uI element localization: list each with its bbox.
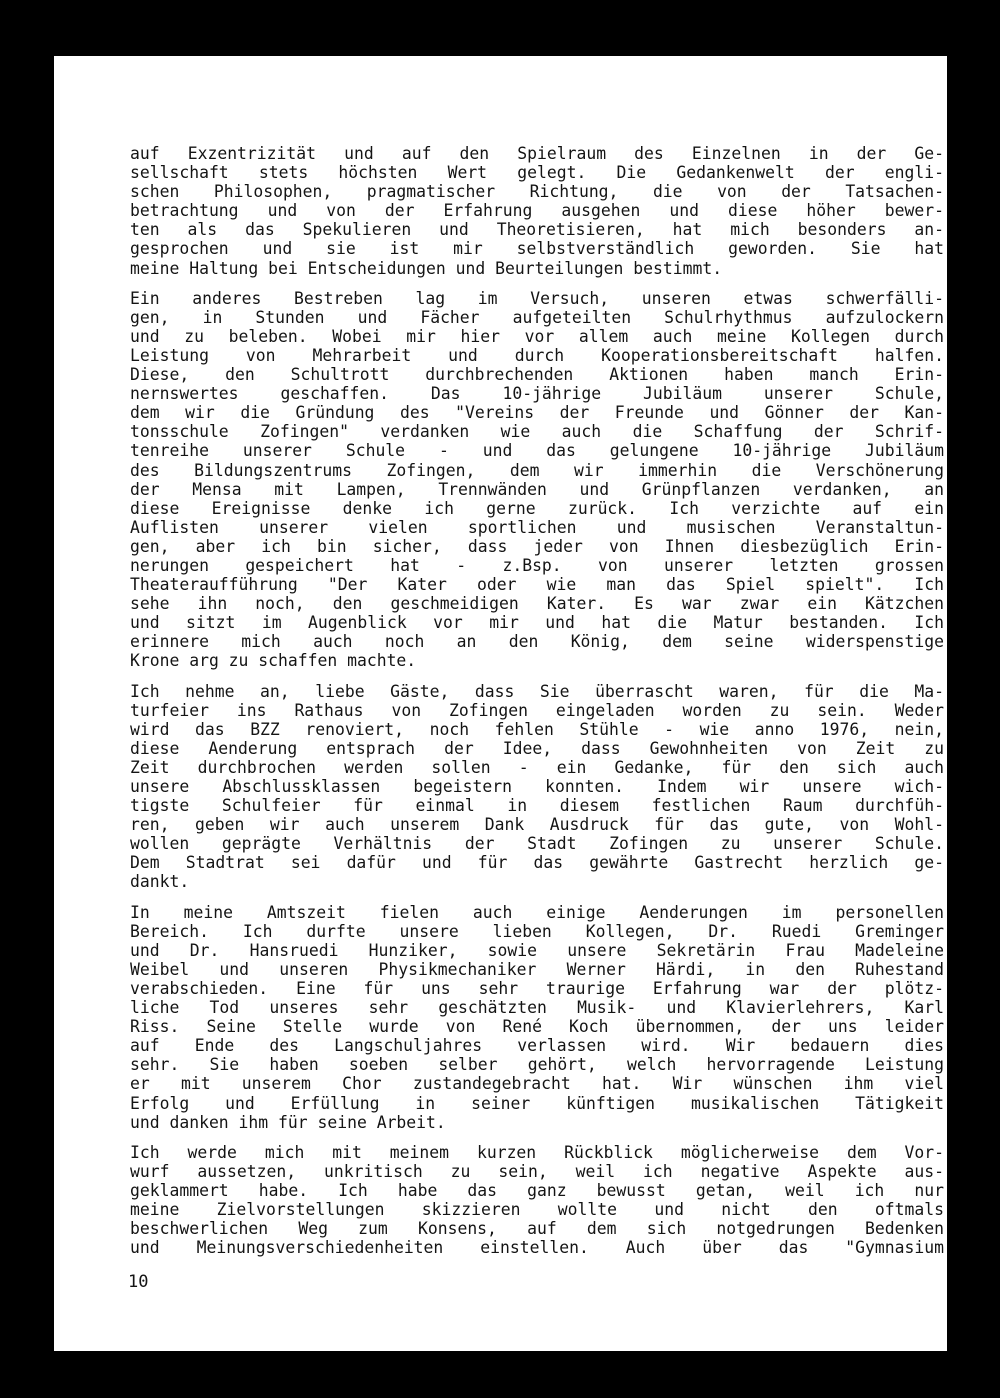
text-line: auf Exzentrizität und auf den Spielraum des Einzelnen in der Ge- (130, 144, 944, 163)
text-line: diese Ereignisse denke ich gerne zurück. Ich verzichte auf ein (130, 498, 944, 518)
text-line: Erfolg und Erfüllung in seiner künftigen musikalischen Tätigkeit (130, 1093, 944, 1113)
text-line: Bereich. Ich durfte unsere lieben Kollegen, Dr. Ruedi Greminger (130, 921, 944, 941)
text-line: gen, aber ich bin sicher, dass jeder von Ihnen diesbezüglich Erin- (130, 536, 944, 556)
text-line: diese Aenderung entsprach der Idee, dass Gewohnheiten von Zeit zu (130, 738, 944, 758)
text-line: der Mensa mit Lampen, Trennwänden und Grünpflanzen verdanken, an (130, 479, 944, 499)
paragraph (130, 682, 944, 892)
document-page (54, 56, 947, 1351)
text-line: meine Haltung bei Entscheidungen und Beurteilungen bestimmt. (130, 258, 723, 278)
page-number: 10 (128, 1272, 149, 1292)
text-line: Weibel und unseren Physikmechaniker Werner Härdi, in den Ruhestand (130, 959, 944, 979)
text-line: wird das BZZ renoviert, noch fehlen Stühle - wie anno 1976, nein, (130, 719, 944, 739)
paragraph (130, 1143, 944, 1258)
text-line: tenreihe unserer Schule - und das gelungene 10-jährige Jubiläum (130, 441, 944, 461)
text-line: betrachtung und von der Erfahrung ausgehen und diese höher bewer- (130, 201, 944, 221)
text-line: Leistung von Mehrarbeit und durch Kooperationsbereitschaft halfen. (130, 345, 944, 365)
text-line: Zeit durchbrochen werden sollen - ein Gedanke, für den sich auch (130, 757, 944, 777)
text-line: erinnere mich auch noch an den König, dem seine widerspenstige (130, 632, 944, 652)
text-line: er mit unserem Chor zustandegebracht hat. Wir wünschen ihm viel (130, 1074, 944, 1094)
text-line: nernswertes geschaffen. Das 10-jährige Jubiläum unserer Schule, (130, 384, 944, 404)
text-line: und sitzt im Augenblick vor mir und hat die Matur bestanden. Ich (130, 613, 944, 633)
text-line: Ich werde mich mit meinem kurzen Rückblick möglicherweise dem Vor- (130, 1142, 944, 1162)
text-line: Auflisten unserer vielen sportlichen und musischen Veranstaltun- (130, 517, 944, 537)
text-line: und Meinungsverschiedenheiten einstellen. Auch über das "Gymnasium (130, 1238, 944, 1258)
text-line: Krone arg zu schaffen machte. (130, 651, 417, 671)
text-line: wurf aussetzen, unkritisch zu sein, weil ich negative Aspekte aus- (130, 1161, 944, 1181)
text-line: des Bildungszentrums Zofingen, dem wir immerhin die Verschönerung (130, 460, 944, 480)
text-line: Dem Stadtrat sei dafür und für das gewährte Gastrecht herzlich ge- (130, 853, 944, 873)
text-line: ten als das Spekulieren und Theoretisieren, hat mich besonders an- (130, 220, 944, 240)
text-line: gen, in Stunden und Fächer aufgeteilten Schulrhythmus aufzulockern (130, 307, 944, 327)
text-line: tonsschule Zofingen" verdanken wie auch die Schaffung der Schrif- (130, 422, 944, 442)
text-line: Riss. Seine Stelle wurde von René Koch übernommen, der uns leider (130, 1017, 944, 1037)
text-line: tigste Schulfeier für einmal in diesem festlichen Raum durchfüh- (130, 796, 944, 816)
text-line: Theateraufführung "Der Kater oder wie man das Spiel spielt". Ich (130, 575, 944, 595)
text-line: dem wir die Gründung des "Vereins der Freunde und Gönner der Kan- (130, 403, 944, 423)
text-line: Ich nehme an, liebe Gäste, dass Sie überrascht waren, für die Ma- (130, 681, 944, 701)
text-line: wollen geprägte Verhältnis der Stadt Zofingen zu unserer Schule. (130, 834, 944, 854)
text-line: nerungen gespeichert hat - z.Bsp. von unserer letzten grossen (130, 555, 944, 575)
text-line: und Dr. Hansruedi Hunziker, sowie unsere Sekretärin Frau Madeleine (130, 940, 944, 960)
text-line: verabschieden. Eine für uns sehr traurige Erfahrung war der plötz- (130, 978, 944, 998)
paragraph (130, 903, 944, 1132)
text-line: sehr. Sie haben soeben selber gehört, welch hervorragende Leistung (130, 1055, 944, 1075)
text-line: Ein anderes Bestreben lag im Versuch, unseren etwas schwerfälli- (130, 288, 944, 308)
text-line: dankt. (130, 872, 190, 892)
paragraph (130, 289, 944, 671)
text-line: liche Tod unseres sehr geschätzten Musik- und Klavierlehrers, Karl (130, 998, 944, 1018)
text-line: schen Philosophen, pragmatischer Richtung, die von der Tatsachen- (130, 182, 944, 202)
text-line: beschwerlichen Weg zum Konsens, auf dem sich notgedrungen Bedenken (130, 1219, 944, 1239)
text-line: sellschaft stets höchsten Wert gelegt. Die Gedankenwelt der engli- (130, 163, 944, 183)
text-line: meine Zielvorstellungen skizzieren wollte und nicht den oftmals (130, 1199, 944, 1219)
text-line: In meine Amtszeit fielen auch einige Aenderungen im personellen (130, 902, 944, 922)
body-text (130, 144, 944, 1268)
text-line: geklammert habe. Ich habe das ganz bewusst getan, weil ich nur (130, 1180, 944, 1200)
text-line: und zu beleben. Wobei mir hier vor allem auch meine Kollegen durch (130, 326, 944, 346)
text-line: unsere Abschlussklassen begeistern konnten. Indem wir unsere wich- (130, 777, 944, 796)
text-line: Diese, den Schultrott durchbrechenden Aktionen haben manch Erin- (130, 365, 944, 385)
paragraph (130, 144, 944, 278)
text-line: gesprochen und sie ist mir selbstverständlich geworden. Sie hat (130, 239, 944, 259)
text-line: turfeier ins Rathaus von Zofingen eingeladen worden zu sein. Weder (130, 700, 944, 720)
text-line: und danken ihm für seine Arbeit. (130, 1112, 446, 1132)
text-line: ren, geben wir auch unserem Dank Ausdruck für das gute, von Wohl- (130, 815, 944, 835)
text-line: auf Ende des Langschuljahres verlassen wird. Wir bedauern dies (130, 1036, 944, 1056)
text-line: sehe ihn noch, den geschmeidigen Kater. Es war zwar ein Kätzchen (130, 594, 944, 614)
